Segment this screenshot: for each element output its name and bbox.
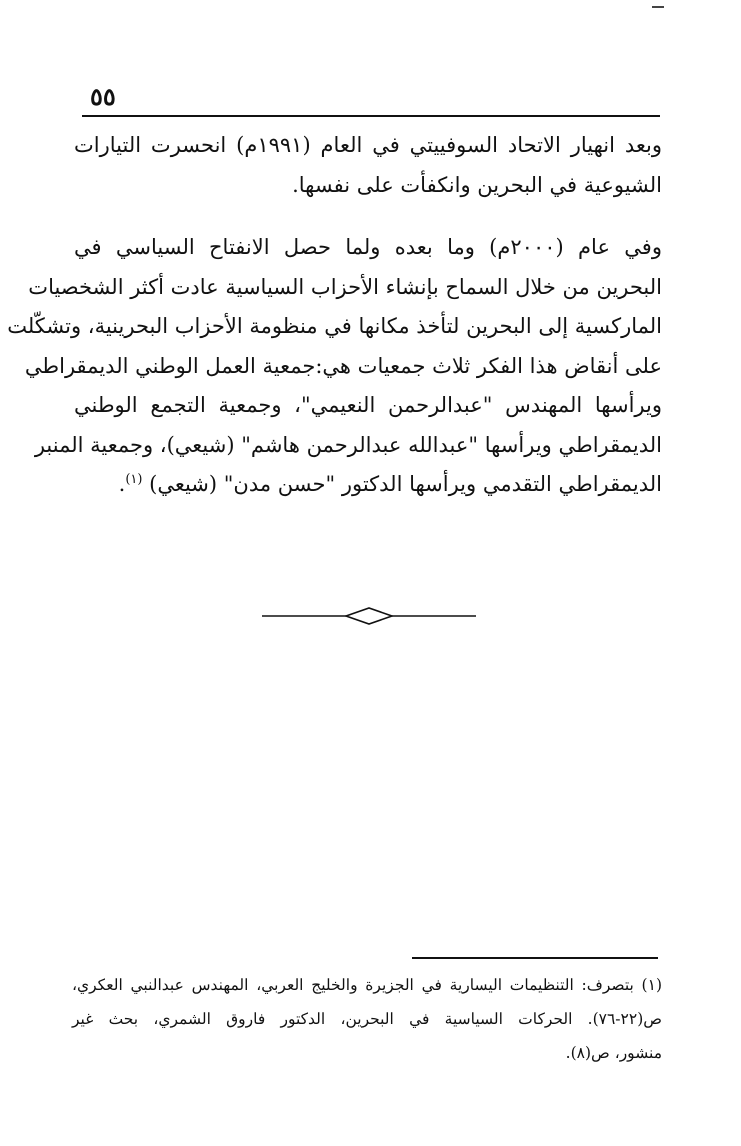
footnote-reference: (١) <box>125 472 143 487</box>
footnote-line-2: ص(٢٢-٧٦). الحركات السياسية في البحرين، الدكتور فاروق الشمري، بحث غير <box>72 1010 662 1028</box>
paragraph-2-line-5: ويرأسها المهندس "عبدالرحمن النعيمي"، وجمعية التجمع الوطني <box>74 393 662 417</box>
section-divider-ornament <box>262 604 476 630</box>
body-text <box>7 126 662 505</box>
paragraph-2-line-7-text: الديمقراطي التقدمي ويرأسها الدكتور "حسن مدن" (شيعي) <box>149 472 662 496</box>
footnote-separator <box>412 957 658 959</box>
paragraph-2 <box>7 228 662 505</box>
paragraph-2-line-1: وفي عام (٢٠٠٠م) وما بعده ولما حصل الانفتاح السياسي في <box>74 235 662 259</box>
footnote-line-3: منشور، ص(٨). <box>565 1044 662 1062</box>
paragraph-2-line-6: الديمقراطي ويرأسها "عبدالله عبدالرحمن هاشم" (شيعي)، وجمعية المنبر <box>34 432 662 457</box>
paragraph-1-line-2: الشيوعية في البحرين وانكفأت على نفسها. <box>292 172 662 197</box>
page-corner-mark <box>652 6 664 8</box>
paragraph-2-line-4: على أنقاض هذا الفكر ثلاث جمعيات هي:جمعية العمل الوطني الديمقراطي <box>24 353 662 378</box>
paragraph-2-line-2: البحرين من خلال السماح بإنشاء الأحزاب السياسية عادت أكثر الشخصيات <box>28 274 662 299</box>
paragraph-2-line-3: الماركسية إلى البحرين لتأخذ مكانها في منظومة الأحزاب البحرينية، وتشكّلت <box>7 314 662 338</box>
paragraph-2-line-7 <box>74 465 662 505</box>
footnote <box>72 968 662 1070</box>
paragraph-1 <box>74 126 662 205</box>
header-rule <box>82 115 660 117</box>
paragraph-1-line-1: وبعد انهيار الاتحاد السوفييتي في العام (١٩٩١م) انحسرت التيارات <box>74 133 662 157</box>
page-number: ٥٥ <box>90 82 116 111</box>
final-punctuation: . <box>118 472 126 496</box>
footnote-line-1: (١) بتصرف: التنظيمات اليسارية في الجزيرة والخليج العربي، المهندس عبدالنبي العكري، <box>72 976 662 994</box>
